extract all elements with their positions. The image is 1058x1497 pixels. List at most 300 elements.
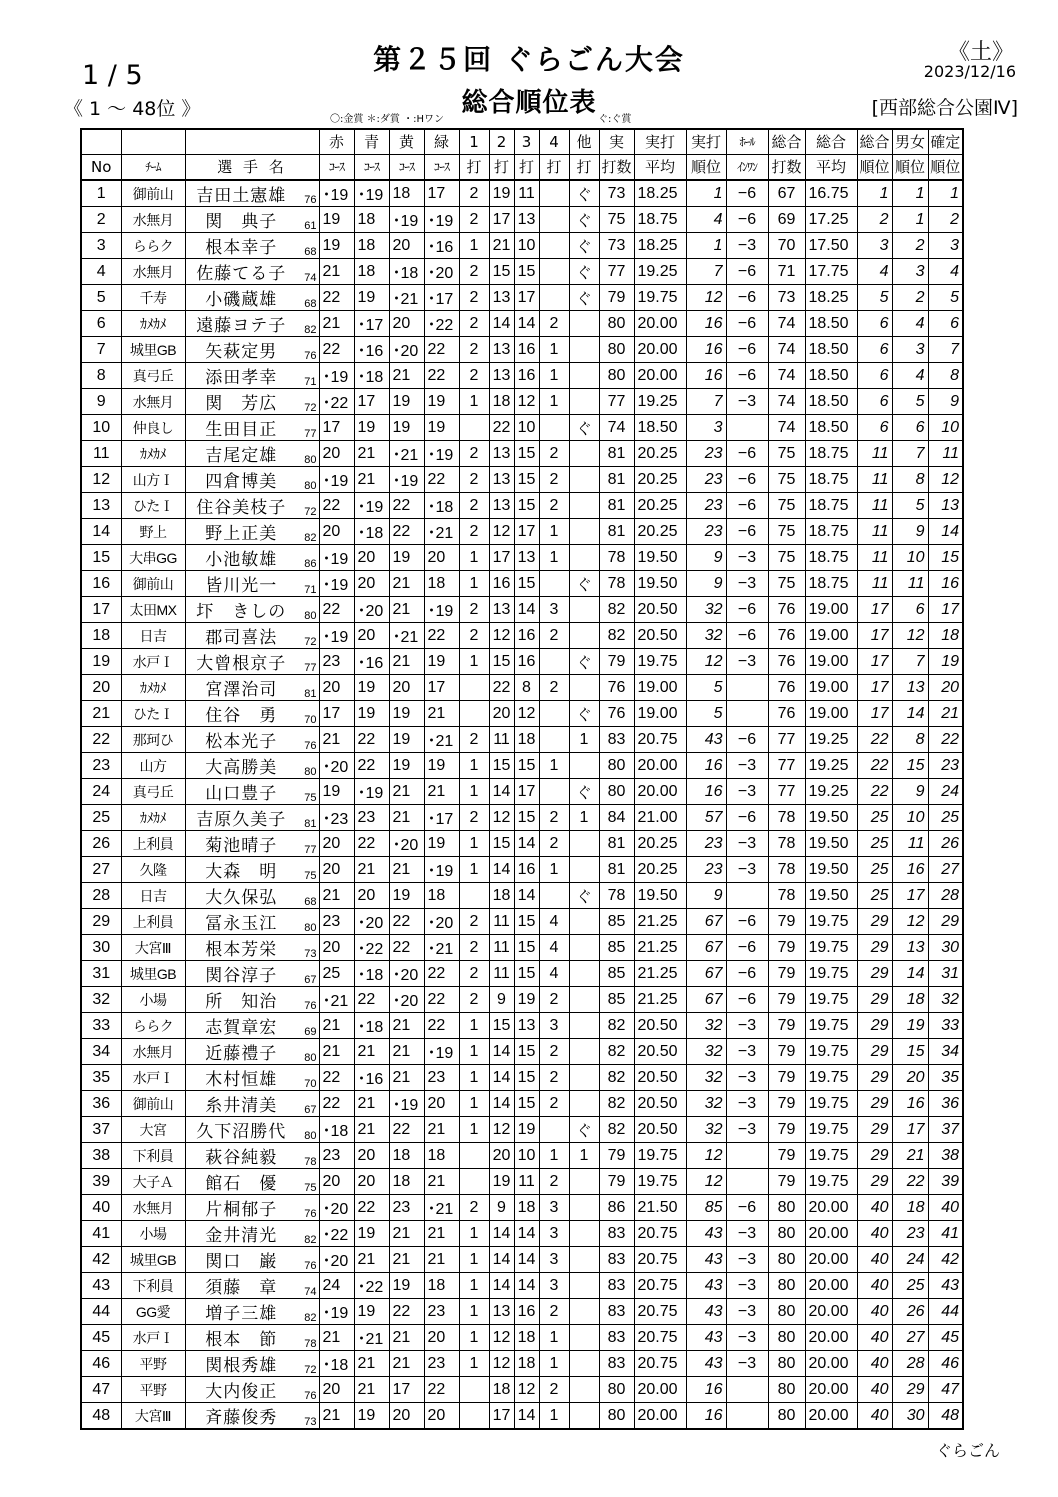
cell-team: 城里GB [121, 961, 185, 987]
cell-total-avg: 20.00 [805, 1377, 857, 1403]
cell-final-rank: 48 [928, 1403, 963, 1430]
cell-team: 水戸Ｉ [121, 1065, 185, 1091]
cell-age: 76 [297, 1195, 319, 1221]
cell-actual-avg: 20.00 [634, 1377, 686, 1403]
cell-team: 水無月 [121, 1039, 185, 1065]
cell-total-strokes: 79 [768, 909, 805, 935]
cell-age: 76 [297, 1377, 319, 1403]
cell-red: 21 [319, 727, 354, 753]
cell-total-avg: 17.75 [805, 259, 857, 285]
cell-green: 21 [424, 1221, 459, 1247]
cell-h3: 16 [514, 649, 539, 675]
cell-h4: 2 [539, 1169, 569, 1195]
cell-yellow: 19 [389, 753, 424, 779]
cell-total-avg: 19.00 [805, 597, 857, 623]
table-row [81, 1091, 963, 1117]
cell-h1: 2 [459, 259, 489, 285]
col-header-top-total-rank: 総合 [857, 129, 892, 155]
cell-actual-avg: 19.00 [634, 675, 686, 701]
cell-final-rank: 5 [928, 285, 963, 311]
cell-h2: 16 [489, 571, 514, 597]
col-header-actual-avg: 平均 [634, 155, 686, 181]
cell-actual-rank: 23 [686, 831, 726, 857]
cell-red: 25 [319, 961, 354, 987]
cell-red: ･19 [319, 180, 354, 207]
cell-final-rank: 14 [928, 519, 963, 545]
cell-actual-rank: 32 [686, 1039, 726, 1065]
cell-total-strokes: 80 [768, 1377, 805, 1403]
cell-actual-avg: 21.25 [634, 961, 686, 987]
cell-gender-rank: 21 [892, 1143, 928, 1169]
cell-other: ぐ [569, 180, 599, 207]
cell-other: ぐ [569, 259, 599, 285]
cell-age: 74 [297, 259, 319, 285]
cell-total-rank: 25 [857, 805, 892, 831]
cell-actual-rank: 1 [686, 233, 726, 259]
cell-total-rank: 11 [857, 441, 892, 467]
cell-red: 21 [319, 311, 354, 337]
cell-gender-rank: 1 [892, 207, 928, 233]
cell-red: ･21 [319, 987, 354, 1013]
cell-team: 日吉 [121, 623, 185, 649]
cell-name: 大曾根京子 [185, 649, 297, 675]
cell-blue: 20 [354, 883, 389, 909]
cell-green: 21 [424, 1247, 459, 1273]
cell-actual-strokes: 78 [599, 883, 634, 909]
cell-gender-rank: 1 [892, 180, 928, 207]
cell-total-avg: 18.75 [805, 519, 857, 545]
cell-total-strokes: 78 [768, 831, 805, 857]
cell-h3: 14 [514, 883, 539, 909]
cell-blue: ･16 [354, 1065, 389, 1091]
cell-red: ･22 [319, 1221, 354, 1247]
cell-no: 47 [81, 1377, 121, 1403]
cell-other [569, 441, 599, 467]
cell-h3: 14 [514, 831, 539, 857]
cell-team: ひたＩ [121, 701, 185, 727]
cell-actual-avg: 20.75 [634, 1325, 686, 1351]
cell-yellow: 22 [389, 1299, 424, 1325]
cell-actual-avg: 20.50 [634, 1065, 686, 1091]
cell-green: 23 [424, 1351, 459, 1377]
cell-other [569, 1091, 599, 1117]
cell-actual-rank: 43 [686, 1299, 726, 1325]
cell-h3: 14 [514, 1273, 539, 1299]
cell-no: 1 [81, 180, 121, 207]
cell-final-rank: 21 [928, 701, 963, 727]
cell-red: 21 [319, 1403, 354, 1430]
cell-actual-rank: 57 [686, 805, 726, 831]
cell-blue: 21 [354, 1351, 389, 1377]
cell-name: 久下沼勝代 [185, 1117, 297, 1143]
cell-no: 25 [81, 805, 121, 831]
cell-total-avg: 20.00 [805, 1325, 857, 1351]
cell-gender-rank: 9 [892, 519, 928, 545]
cell-name: 館石 優 [185, 1169, 297, 1195]
cell-name: 所 知治 [185, 987, 297, 1013]
cell-other: ぐ [569, 415, 599, 441]
cell-h1: 2 [459, 935, 489, 961]
cell-final-rank: 40 [928, 1195, 963, 1221]
cell-hole-in-one: −6 [726, 727, 768, 753]
cell-blue: 21 [354, 1377, 389, 1403]
cell-actual-avg: 20.50 [634, 597, 686, 623]
cell-name: 片桐郁子 [185, 1195, 297, 1221]
cell-team: 平野 [121, 1351, 185, 1377]
cell-no: 42 [81, 1247, 121, 1273]
cell-hole-in-one: −6 [726, 493, 768, 519]
cell-h1: 1 [459, 779, 489, 805]
cell-total-rank: 29 [857, 1143, 892, 1169]
cell-final-rank: 19 [928, 649, 963, 675]
cell-actual-rank: 32 [686, 1065, 726, 1091]
cell-team: 日吉 [121, 883, 185, 909]
cell-h2: 21 [489, 233, 514, 259]
cell-h4 [539, 233, 569, 259]
cell-no: 40 [81, 1195, 121, 1221]
cell-hole-in-one: −6 [726, 597, 768, 623]
cell-h2: 14 [489, 1221, 514, 1247]
cell-red: 23 [319, 1143, 354, 1169]
cell-actual-strokes: 83 [599, 1299, 634, 1325]
cell-other [569, 311, 599, 337]
cell-h3: 18 [514, 1351, 539, 1377]
cell-total-avg: 20.00 [805, 1273, 857, 1299]
cell-total-rank: 17 [857, 597, 892, 623]
cell-total-rank: 22 [857, 727, 892, 753]
cell-team: GG愛 [121, 1299, 185, 1325]
table-row [81, 571, 963, 597]
cell-h2: 15 [489, 831, 514, 857]
cell-h3: 15 [514, 909, 539, 935]
col-header-final-rank: 順位 [928, 155, 963, 181]
cell-h2: 11 [489, 727, 514, 753]
page-title: 第２５回 ぐらごん大会 [373, 43, 685, 76]
cell-total-avg: 18.75 [805, 441, 857, 467]
cell-actual-strokes: 83 [599, 1273, 634, 1299]
cell-h3: 12 [514, 389, 539, 415]
cell-blue: ･17 [354, 311, 389, 337]
cell-no: 19 [81, 649, 121, 675]
cell-total-rank: 25 [857, 831, 892, 857]
cell-team: 山方 [121, 753, 185, 779]
cell-yellow: 18 [389, 1169, 424, 1195]
cell-actual-avg: 20.25 [634, 441, 686, 467]
cell-actual-strokes: 80 [599, 337, 634, 363]
cell-yellow: ･19 [389, 467, 424, 493]
cell-total-strokes: 76 [768, 623, 805, 649]
cell-name: 添田孝幸 [185, 363, 297, 389]
cell-h1: 2 [459, 337, 489, 363]
cell-h1: 2 [459, 1195, 489, 1221]
cell-yellow: ･20 [389, 337, 424, 363]
cell-green: ･21 [424, 1195, 459, 1221]
cell-total-strokes: 75 [768, 467, 805, 493]
cell-final-rank: 39 [928, 1169, 963, 1195]
cell-total-avg: 17.50 [805, 233, 857, 259]
cell-h1 [459, 415, 489, 441]
cell-final-rank: 37 [928, 1117, 963, 1143]
col-header-top-total-strokes: 総合 [768, 129, 805, 155]
table-row [81, 805, 963, 831]
cell-final-rank: 6 [928, 311, 963, 337]
cell-hole-in-one: −3 [726, 1065, 768, 1091]
cell-actual-rank: 43 [686, 727, 726, 753]
cell-hole-in-one: −6 [726, 467, 768, 493]
cell-h4: 1 [539, 1325, 569, 1351]
cell-actual-avg: 19.00 [634, 701, 686, 727]
cell-h4: 2 [539, 1065, 569, 1091]
cell-total-rank: 40 [857, 1195, 892, 1221]
cell-h4: 2 [539, 623, 569, 649]
cell-other: 1 [569, 805, 599, 831]
cell-blue: 19 [354, 415, 389, 441]
cell-age: 70 [297, 701, 319, 727]
cell-actual-strokes: 85 [599, 935, 634, 961]
cell-h1: 2 [459, 467, 489, 493]
cell-no: 8 [81, 363, 121, 389]
cell-h2: 17 [489, 207, 514, 233]
col-header-top-yellow: 黄 [389, 129, 424, 155]
table-row [81, 935, 963, 961]
cell-team: 上利員 [121, 909, 185, 935]
cell-age: 76 [297, 727, 319, 753]
cell-actual-rank: 16 [686, 337, 726, 363]
cell-green: ･17 [424, 285, 459, 311]
cell-h2: 20 [489, 1143, 514, 1169]
cell-age: 67 [297, 1091, 319, 1117]
table-row [81, 389, 963, 415]
cell-h1: 2 [459, 727, 489, 753]
cell-h3: 19 [514, 1117, 539, 1143]
cell-h3: 15 [514, 1039, 539, 1065]
cell-total-strokes: 75 [768, 441, 805, 467]
cell-yellow: 21 [389, 1325, 424, 1351]
cell-total-rank: 29 [857, 1169, 892, 1195]
table-row [81, 727, 963, 753]
cell-no: 28 [81, 883, 121, 909]
cell-actual-rank: 67 [686, 987, 726, 1013]
cell-h1: 1 [459, 233, 489, 259]
cell-no: 13 [81, 493, 121, 519]
cell-yellow: ･21 [389, 285, 424, 311]
cell-h2: 19 [489, 180, 514, 207]
cell-hole-in-one: −6 [726, 805, 768, 831]
cell-h3: 16 [514, 1299, 539, 1325]
cell-team: 水無月 [121, 259, 185, 285]
cell-h4: 2 [539, 831, 569, 857]
cell-total-rank: 25 [857, 883, 892, 909]
cell-total-strokes: 75 [768, 571, 805, 597]
cell-age: 72 [297, 389, 319, 415]
cell-total-strokes: 77 [768, 753, 805, 779]
cell-hole-in-one [726, 1169, 768, 1195]
cell-h3: 13 [514, 545, 539, 571]
cell-h1: 1 [459, 649, 489, 675]
cell-final-rank: 26 [928, 831, 963, 857]
cell-yellow: 19 [389, 701, 424, 727]
cell-total-avg: 19.00 [805, 701, 857, 727]
cell-final-rank: 2 [928, 207, 963, 233]
cell-red: 21 [319, 259, 354, 285]
cell-age: 70 [297, 1065, 319, 1091]
cell-green: 22 [424, 337, 459, 363]
table-row [81, 363, 963, 389]
cell-total-rank: 11 [857, 493, 892, 519]
cell-actual-strokes: 81 [599, 519, 634, 545]
cell-h1: 2 [459, 180, 489, 207]
cell-actual-avg: 20.00 [634, 363, 686, 389]
cell-hole-in-one [726, 675, 768, 701]
cell-h3: 15 [514, 441, 539, 467]
cell-name: 吉尾定雄 [185, 441, 297, 467]
cell-actual-strokes: 82 [599, 623, 634, 649]
table-row [81, 441, 963, 467]
cell-h2: 9 [489, 1195, 514, 1221]
cell-h3: 16 [514, 623, 539, 649]
cell-green: ･17 [424, 805, 459, 831]
cell-actual-rank: 7 [686, 259, 726, 285]
cell-actual-strokes: 80 [599, 779, 634, 805]
cell-h4 [539, 180, 569, 207]
cell-h4: 1 [539, 1403, 569, 1430]
cell-final-rank: 13 [928, 493, 963, 519]
cell-other: ぐ [569, 207, 599, 233]
cell-h1: 1 [459, 1013, 489, 1039]
col-header-top-blank [121, 129, 185, 155]
cell-green: 21 [424, 701, 459, 727]
cell-actual-avg: 20.75 [634, 727, 686, 753]
cell-h3: 8 [514, 675, 539, 701]
cell-total-strokes: 76 [768, 701, 805, 727]
cell-total-strokes: 80 [768, 1325, 805, 1351]
cell-blue: 20 [354, 623, 389, 649]
cell-other [569, 1221, 599, 1247]
cell-actual-rank: 3 [686, 415, 726, 441]
page-subtitle: 総合順位表 [461, 88, 597, 118]
cell-red: ･19 [319, 623, 354, 649]
cell-name: 大久保弘 [185, 883, 297, 909]
cell-team: 太田MX [121, 597, 185, 623]
cell-yellow: 20 [389, 233, 424, 259]
cell-total-avg: 19.25 [805, 753, 857, 779]
cell-h3: 15 [514, 935, 539, 961]
cell-h2: 9 [489, 987, 514, 1013]
cell-actual-rank: 43 [686, 1351, 726, 1377]
cell-final-rank: 12 [928, 467, 963, 493]
rank-range: 《 1 ～ 48位 》 [64, 98, 201, 120]
cell-red: ･19 [319, 467, 354, 493]
cell-h4 [539, 1117, 569, 1143]
cell-hole-in-one: −6 [726, 285, 768, 311]
cell-no: 15 [81, 545, 121, 571]
cell-total-strokes: 79 [768, 1117, 805, 1143]
cell-actual-strokes: 74 [599, 415, 634, 441]
cell-yellow: 21 [389, 363, 424, 389]
cell-total-strokes: 80 [768, 1351, 805, 1377]
cell-age: 80 [297, 1117, 319, 1143]
cell-actual-rank: 5 [686, 701, 726, 727]
table-row [81, 961, 963, 987]
cell-actual-avg: 19.25 [634, 259, 686, 285]
cell-name: 吉原久美子 [185, 805, 297, 831]
cell-age: 82 [297, 1299, 319, 1325]
cell-no: 41 [81, 1221, 121, 1247]
cell-h3: 15 [514, 467, 539, 493]
cell-total-strokes: 74 [768, 363, 805, 389]
cell-h1: 2 [459, 597, 489, 623]
cell-total-strokes: 80 [768, 1221, 805, 1247]
cell-other [569, 1273, 599, 1299]
cell-h2: 12 [489, 1351, 514, 1377]
cell-blue: 23 [354, 805, 389, 831]
table-row [81, 519, 963, 545]
cell-h1: 1 [459, 571, 489, 597]
col-header-h3: 打 [514, 155, 539, 181]
cell-age: 68 [297, 233, 319, 259]
cell-team: 真弓丘 [121, 363, 185, 389]
cell-hole-in-one [726, 415, 768, 441]
cell-other [569, 1013, 599, 1039]
cell-blue: ･16 [354, 649, 389, 675]
cell-age: 77 [297, 649, 319, 675]
cell-red: 20 [319, 1169, 354, 1195]
results-table [80, 128, 964, 1430]
cell-other [569, 831, 599, 857]
cell-actual-strokes: 82 [599, 1013, 634, 1039]
cell-actual-avg: 18.25 [634, 180, 686, 207]
cell-h2: 12 [489, 623, 514, 649]
cell-h1: 1 [459, 545, 489, 571]
cell-gender-rank: 23 [892, 1221, 928, 1247]
cell-actual-avg: 20.00 [634, 337, 686, 363]
cell-blue: 22 [354, 727, 389, 753]
cell-green: 18 [424, 571, 459, 597]
cell-gender-rank: 7 [892, 441, 928, 467]
cell-yellow: 22 [389, 519, 424, 545]
cell-total-strokes: 76 [768, 675, 805, 701]
cell-blue: ･19 [354, 493, 389, 519]
cell-other [569, 675, 599, 701]
cell-total-rank: 29 [857, 1013, 892, 1039]
cell-gender-rank: 15 [892, 753, 928, 779]
cell-gender-rank: 29 [892, 1377, 928, 1403]
cell-h3: 10 [514, 415, 539, 441]
cell-total-avg: 17.25 [805, 207, 857, 233]
cell-actual-rank: 12 [686, 285, 726, 311]
table-row [81, 1299, 963, 1325]
cell-total-avg: 18.75 [805, 493, 857, 519]
cell-name: 郡司喜法 [185, 623, 297, 649]
cell-gender-rank: 3 [892, 259, 928, 285]
cell-actual-rank: 43 [686, 1221, 726, 1247]
cell-gender-rank: 4 [892, 363, 928, 389]
cell-other [569, 857, 599, 883]
cell-total-rank: 29 [857, 1039, 892, 1065]
cell-name: 宮澤治司 [185, 675, 297, 701]
cell-hole-in-one: −3 [726, 389, 768, 415]
cell-total-strokes: 79 [768, 1013, 805, 1039]
cell-h3: 15 [514, 753, 539, 779]
cell-red: 20 [319, 675, 354, 701]
cell-no: 5 [81, 285, 121, 311]
cell-actual-rank: 12 [686, 1169, 726, 1195]
cell-total-rank: 40 [857, 1221, 892, 1247]
cell-actual-strokes: 82 [599, 597, 634, 623]
cell-actual-rank: 1 [686, 180, 726, 207]
cell-blue: ･19 [354, 180, 389, 207]
table-row [81, 415, 963, 441]
